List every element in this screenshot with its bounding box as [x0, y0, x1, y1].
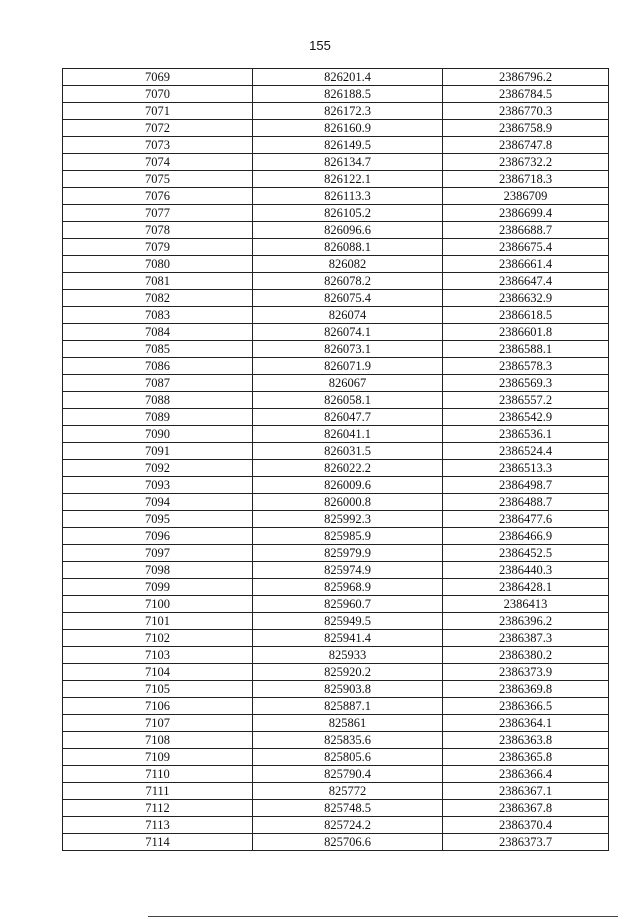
- table-row: [63, 120, 609, 137]
- x-coordinate-cell: 826074: [253, 307, 443, 324]
- y-coordinate-cell: 2386452.5: [443, 545, 609, 562]
- table-row: [63, 783, 609, 800]
- point-id-cell: 7109: [63, 749, 253, 766]
- x-coordinate-cell: 826074.1: [253, 324, 443, 341]
- y-coordinate-cell: 2386373.7: [443, 834, 609, 851]
- y-coordinate-cell: 2386370.4: [443, 817, 609, 834]
- x-coordinate-cell: 826071.9: [253, 358, 443, 375]
- x-coordinate-cell: 826078.2: [253, 273, 443, 290]
- point-id-cell: 7091: [63, 443, 253, 460]
- y-coordinate-cell: 2386366.5: [443, 698, 609, 715]
- point-id-cell: 7101: [63, 613, 253, 630]
- point-id-cell: 7077: [63, 205, 253, 222]
- y-coordinate-cell: 2386758.9: [443, 120, 609, 137]
- table-row: [63, 766, 609, 783]
- y-coordinate-cell: 2386363.8: [443, 732, 609, 749]
- table-row: [63, 664, 609, 681]
- y-coordinate-cell: 2386796.2: [443, 69, 609, 86]
- x-coordinate-cell: 825887.1: [253, 698, 443, 715]
- table-row: [63, 426, 609, 443]
- coordinates-table-body: [63, 69, 609, 851]
- table-row: [63, 375, 609, 392]
- y-coordinate-cell: 2386536.1: [443, 426, 609, 443]
- y-coordinate-cell: 2386578.3: [443, 358, 609, 375]
- y-coordinate-cell: 2386498.7: [443, 477, 609, 494]
- point-id-cell: 7081: [63, 273, 253, 290]
- point-id-cell: 7087: [63, 375, 253, 392]
- y-coordinate-cell: 2386440.3: [443, 562, 609, 579]
- coordinates-table: [62, 68, 609, 851]
- table-row: [63, 681, 609, 698]
- point-id-cell: 7082: [63, 290, 253, 307]
- point-id-cell: 7085: [63, 341, 253, 358]
- y-coordinate-cell: 2386709: [443, 188, 609, 205]
- y-coordinate-cell: 2386413: [443, 596, 609, 613]
- table-row: [63, 307, 609, 324]
- table-row: [63, 545, 609, 562]
- table-row: [63, 647, 609, 664]
- y-coordinate-cell: 2386367.1: [443, 783, 609, 800]
- x-coordinate-cell: 826082: [253, 256, 443, 273]
- table-row: [63, 324, 609, 341]
- x-coordinate-cell: 825903.8: [253, 681, 443, 698]
- x-coordinate-cell: 826188.5: [253, 86, 443, 103]
- point-id-cell: 7104: [63, 664, 253, 681]
- x-coordinate-cell: 825772: [253, 783, 443, 800]
- x-coordinate-cell: 826149.5: [253, 137, 443, 154]
- point-id-cell: 7111: [63, 783, 253, 800]
- table-row: [63, 392, 609, 409]
- x-coordinate-cell: 826031.5: [253, 443, 443, 460]
- table-row: [63, 171, 609, 188]
- point-id-cell: 7069: [63, 69, 253, 86]
- table-row: [63, 596, 609, 613]
- y-coordinate-cell: 2386688.7: [443, 222, 609, 239]
- x-coordinate-cell: 825985.9: [253, 528, 443, 545]
- x-coordinate-cell: 826134.7: [253, 154, 443, 171]
- point-id-cell: 7110: [63, 766, 253, 783]
- x-coordinate-cell: 826022.2: [253, 460, 443, 477]
- point-id-cell: 7076: [63, 188, 253, 205]
- point-id-cell: 7086: [63, 358, 253, 375]
- x-coordinate-cell: 825805.6: [253, 749, 443, 766]
- x-coordinate-cell: 826073.1: [253, 341, 443, 358]
- page-bottom-rule: [148, 916, 618, 917]
- point-id-cell: 7106: [63, 698, 253, 715]
- table-row: [63, 460, 609, 477]
- point-id-cell: 7097: [63, 545, 253, 562]
- y-coordinate-cell: 2386557.2: [443, 392, 609, 409]
- x-coordinate-cell: 825920.2: [253, 664, 443, 681]
- x-coordinate-cell: 825974.9: [253, 562, 443, 579]
- y-coordinate-cell: 2386718.3: [443, 171, 609, 188]
- x-coordinate-cell: 825979.9: [253, 545, 443, 562]
- y-coordinate-cell: 2386618.5: [443, 307, 609, 324]
- x-coordinate-cell: 825933: [253, 647, 443, 664]
- x-coordinate-cell: 825724.2: [253, 817, 443, 834]
- x-coordinate-cell: 826009.6: [253, 477, 443, 494]
- table-row: [63, 239, 609, 256]
- point-id-cell: 7093: [63, 477, 253, 494]
- point-id-cell: 7090: [63, 426, 253, 443]
- y-coordinate-cell: 2386396.2: [443, 613, 609, 630]
- x-coordinate-cell: 826105.2: [253, 205, 443, 222]
- table-row: [63, 358, 609, 375]
- table-row: [63, 188, 609, 205]
- x-coordinate-cell: 826122.1: [253, 171, 443, 188]
- y-coordinate-cell: 2386699.4: [443, 205, 609, 222]
- point-id-cell: 7105: [63, 681, 253, 698]
- point-id-cell: 7080: [63, 256, 253, 273]
- y-coordinate-cell: 2386373.9: [443, 664, 609, 681]
- table-row: [63, 273, 609, 290]
- y-coordinate-cell: 2386428.1: [443, 579, 609, 596]
- table-row: [63, 528, 609, 545]
- table-row: [63, 86, 609, 103]
- y-coordinate-cell: 2386770.3: [443, 103, 609, 120]
- table-row: [63, 137, 609, 154]
- x-coordinate-cell: 825949.5: [253, 613, 443, 630]
- point-id-cell: 7070: [63, 86, 253, 103]
- point-id-cell: 7112: [63, 800, 253, 817]
- table-row: [63, 579, 609, 596]
- table-row: [63, 800, 609, 817]
- x-coordinate-cell: 826088.1: [253, 239, 443, 256]
- y-coordinate-cell: 2386647.4: [443, 273, 609, 290]
- point-id-cell: 7089: [63, 409, 253, 426]
- table-row: [63, 69, 609, 86]
- x-coordinate-cell: 826172.3: [253, 103, 443, 120]
- table-row: [63, 409, 609, 426]
- point-id-cell: 7096: [63, 528, 253, 545]
- table-row: [63, 222, 609, 239]
- y-coordinate-cell: 2386367.8: [443, 800, 609, 817]
- x-coordinate-cell: 826113.3: [253, 188, 443, 205]
- table-row: [63, 154, 609, 171]
- table-row: [63, 834, 609, 851]
- point-id-cell: 7071: [63, 103, 253, 120]
- x-coordinate-cell: 825992.3: [253, 511, 443, 528]
- y-coordinate-cell: 2386632.9: [443, 290, 609, 307]
- point-id-cell: 7074: [63, 154, 253, 171]
- table-row: [63, 103, 609, 120]
- table-row: [63, 698, 609, 715]
- x-coordinate-cell: 826096.6: [253, 222, 443, 239]
- x-coordinate-cell: 826041.1: [253, 426, 443, 443]
- y-coordinate-cell: 2386513.3: [443, 460, 609, 477]
- x-coordinate-cell: 825960.7: [253, 596, 443, 613]
- page-number: 155: [309, 38, 331, 53]
- y-coordinate-cell: 2386588.1: [443, 341, 609, 358]
- point-id-cell: 7103: [63, 647, 253, 664]
- table-row: [63, 630, 609, 647]
- x-coordinate-cell: 825968.9: [253, 579, 443, 596]
- table-row: [63, 732, 609, 749]
- table-row: [63, 256, 609, 273]
- point-id-cell: 7075: [63, 171, 253, 188]
- x-coordinate-cell: 826075.4: [253, 290, 443, 307]
- point-id-cell: 7100: [63, 596, 253, 613]
- point-id-cell: 7079: [63, 239, 253, 256]
- point-id-cell: 7107: [63, 715, 253, 732]
- y-coordinate-cell: 2386747.8: [443, 137, 609, 154]
- table-row: [63, 477, 609, 494]
- table-row: [63, 205, 609, 222]
- x-coordinate-cell: 825861: [253, 715, 443, 732]
- y-coordinate-cell: 2386569.3: [443, 375, 609, 392]
- y-coordinate-cell: 2386365.8: [443, 749, 609, 766]
- point-id-cell: 7099: [63, 579, 253, 596]
- table-row: [63, 290, 609, 307]
- x-coordinate-cell: 825790.4: [253, 766, 443, 783]
- y-coordinate-cell: 2386732.2: [443, 154, 609, 171]
- x-coordinate-cell: 825835.6: [253, 732, 443, 749]
- y-coordinate-cell: 2386477.6: [443, 511, 609, 528]
- point-id-cell: 7095: [63, 511, 253, 528]
- x-coordinate-cell: 826058.1: [253, 392, 443, 409]
- table-row: [63, 613, 609, 630]
- y-coordinate-cell: 2386675.4: [443, 239, 609, 256]
- point-id-cell: 7088: [63, 392, 253, 409]
- y-coordinate-cell: 2386661.4: [443, 256, 609, 273]
- table-row: [63, 715, 609, 732]
- x-coordinate-cell: 826067: [253, 375, 443, 392]
- x-coordinate-cell: 826160.9: [253, 120, 443, 137]
- point-id-cell: 7092: [63, 460, 253, 477]
- table-row: [63, 341, 609, 358]
- point-id-cell: 7078: [63, 222, 253, 239]
- y-coordinate-cell: 2386524.4: [443, 443, 609, 460]
- x-coordinate-cell: 826000.8: [253, 494, 443, 511]
- table-row: [63, 494, 609, 511]
- table-row: [63, 511, 609, 528]
- y-coordinate-cell: 2386601.8: [443, 324, 609, 341]
- table-row: [63, 443, 609, 460]
- point-id-cell: 7072: [63, 120, 253, 137]
- point-id-cell: 7114: [63, 834, 253, 851]
- x-coordinate-cell: 825706.6: [253, 834, 443, 851]
- y-coordinate-cell: 2386364.1: [443, 715, 609, 732]
- point-id-cell: 7108: [63, 732, 253, 749]
- x-coordinate-cell: 825941.4: [253, 630, 443, 647]
- y-coordinate-cell: 2386380.2: [443, 647, 609, 664]
- point-id-cell: 7102: [63, 630, 253, 647]
- point-id-cell: 7084: [63, 324, 253, 341]
- point-id-cell: 7098: [63, 562, 253, 579]
- point-id-cell: 7113: [63, 817, 253, 834]
- y-coordinate-cell: 2386784.5: [443, 86, 609, 103]
- y-coordinate-cell: 2386488.7: [443, 494, 609, 511]
- point-id-cell: 7094: [63, 494, 253, 511]
- y-coordinate-cell: 2386366.4: [443, 766, 609, 783]
- point-id-cell: 7083: [63, 307, 253, 324]
- table-row: [63, 817, 609, 834]
- y-coordinate-cell: 2386369.8: [443, 681, 609, 698]
- point-id-cell: 7073: [63, 137, 253, 154]
- table-row: [63, 749, 609, 766]
- x-coordinate-cell: 826047.7: [253, 409, 443, 426]
- x-coordinate-cell: 825748.5: [253, 800, 443, 817]
- y-coordinate-cell: 2386542.9: [443, 409, 609, 426]
- x-coordinate-cell: 826201.4: [253, 69, 443, 86]
- y-coordinate-cell: 2386387.3: [443, 630, 609, 647]
- y-coordinate-cell: 2386466.9: [443, 528, 609, 545]
- table-row: [63, 562, 609, 579]
